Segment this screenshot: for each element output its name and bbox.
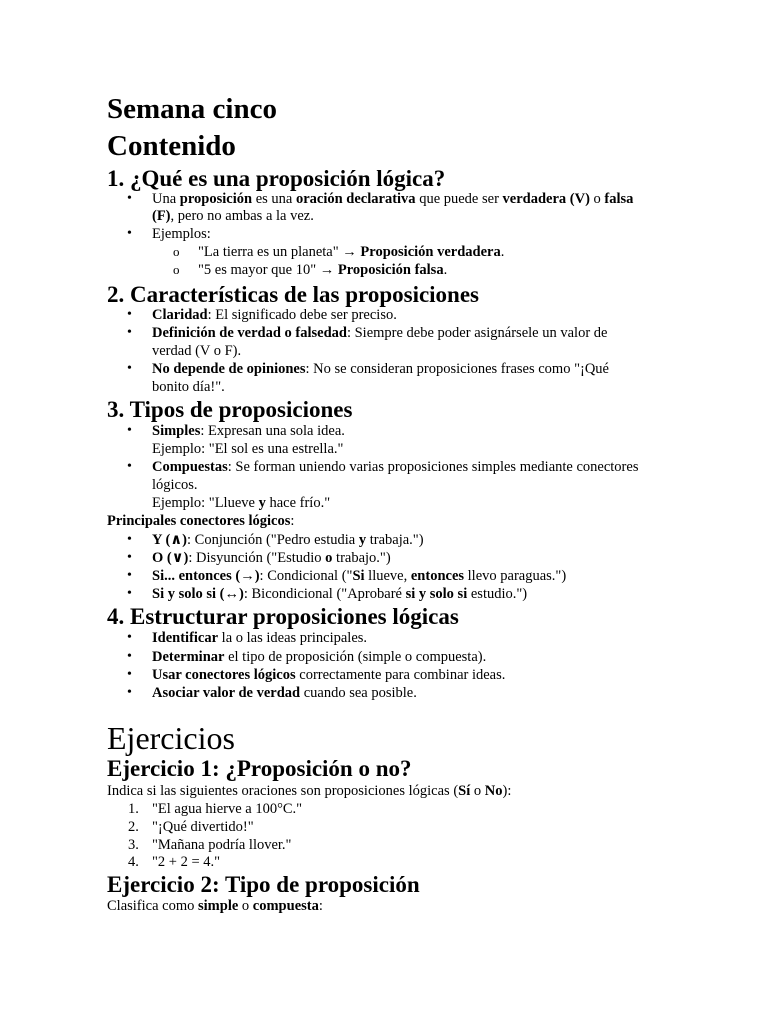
bullet-icon: •: [127, 568, 132, 583]
connector-or: O (∨): Disyunción ("Estudio o trabajo."): [152, 550, 391, 566]
list-item: Claridad: El significado debe ser preciso.: [152, 307, 397, 323]
list-item-continued: bonito día!".: [152, 379, 225, 395]
exercises-title: Ejercicios: [107, 720, 235, 756]
list-item: Usar conectores lógicos correctamente para combinar ideas.: [152, 667, 506, 683]
list-item: Determinar el tipo de proposición (simple o compuesta).: [152, 649, 487, 665]
exercise-2-intro: Clasifica como simple o compuesta:: [107, 898, 323, 914]
bullet-icon: •: [127, 191, 132, 206]
list-item-continued: verdad (V o F).: [152, 343, 242, 359]
bullet-icon: •: [127, 586, 132, 601]
connector-if-then: Si... entonces (→): Condicional ("Si llueve, entonces llevo paraguas."): [152, 568, 567, 584]
connector-and: Y (∧): Conjunción ("Pedro estudia y trabaja."): [152, 532, 424, 548]
bullet-icon: •: [127, 423, 132, 438]
list-item: Identificar la o las ideas principales.: [152, 630, 368, 646]
bullet-icon: •: [127, 226, 132, 241]
list-item: "El agua hierve a 100°C.": [152, 801, 303, 817]
example-text: Ejemplo: "El sol es una estrella.": [152, 441, 344, 457]
list-item: Compuestas: Se forman uniendo varias proposiciones simples mediante conectores: [152, 459, 639, 475]
bullet-icon: •: [127, 649, 132, 664]
list-item: Simples: Expresan una sola idea.: [152, 423, 345, 439]
list-number: 3.: [128, 837, 139, 853]
list-item: No depende de opiniones: No se consideran proposiciones frases como "¡Qué: [152, 361, 609, 377]
example-2: "5 es mayor que 10" → Proposición falsa.: [198, 262, 448, 278]
definition-line-2: (F), pero no ambas a la vez.: [152, 208, 314, 224]
contents-title: Contenido: [107, 130, 236, 162]
section-1-heading: 1. ¿Qué es una proposición lógica?: [107, 166, 446, 191]
bullet-icon: •: [127, 685, 132, 700]
bullet-icon: •: [127, 550, 132, 565]
list-item: "2 + 2 = 4.": [152, 854, 221, 870]
bullet-icon: •: [127, 667, 132, 682]
connector-iff: Si y solo si (↔): Bicondicional ("Aprobaré si y solo si estudio."): [152, 586, 528, 602]
examples-label: Ejemplos:: [152, 226, 211, 242]
bullet-icon: •: [127, 459, 132, 474]
list-item: Definición de verdad o falsedad: Siempre debe poder asignársele un valor de: [152, 325, 608, 341]
bullet-icon: •: [127, 361, 132, 376]
page-title: Semana cinco: [107, 93, 277, 125]
list-number: 2.: [128, 819, 139, 835]
list-item: "¡Qué divertido!": [152, 819, 254, 835]
definition-line-1: Una proposición es una oración declarativa que puede ser verdadera (V) o falsa: [152, 191, 634, 207]
example-1: "La tierra es un planeta" → Proposición verdadera.: [198, 244, 505, 260]
bullet-icon: •: [127, 325, 132, 340]
example-text: Ejemplo: "Llueve y hace frío.": [152, 495, 331, 511]
list-number: 4.: [128, 854, 139, 870]
exercise-2-heading: Ejercicio 2: Tipo de proposición: [107, 872, 420, 897]
sub-bullet-icon: o: [173, 244, 180, 259]
sub-bullet-icon: o: [173, 262, 180, 277]
bullet-icon: •: [127, 307, 132, 322]
section-4-heading: 4. Estructurar proposiciones lógicas: [107, 604, 459, 629]
list-item-continued: lógicos.: [152, 477, 198, 493]
list-item: Asociar valor de verdad cuando sea posible.: [152, 685, 417, 701]
bullet-icon: •: [127, 630, 132, 645]
exercise-1-intro: Indica si las siguientes oraciones son proposiciones lógicas (Sí o No):: [107, 783, 512, 799]
section-2-heading: 2. Características de las proposiciones: [107, 282, 480, 307]
list-item: "Mañana podría llover.": [152, 837, 292, 853]
section-3-heading: 3. Tipos de proposiciones: [107, 397, 353, 422]
exercise-1-heading: Ejercicio 1: ¿Proposición o no?: [107, 756, 412, 781]
bullet-icon: •: [127, 532, 132, 547]
list-number: 1.: [128, 801, 139, 817]
connectors-label: Principales conectores lógicos:: [107, 513, 295, 529]
